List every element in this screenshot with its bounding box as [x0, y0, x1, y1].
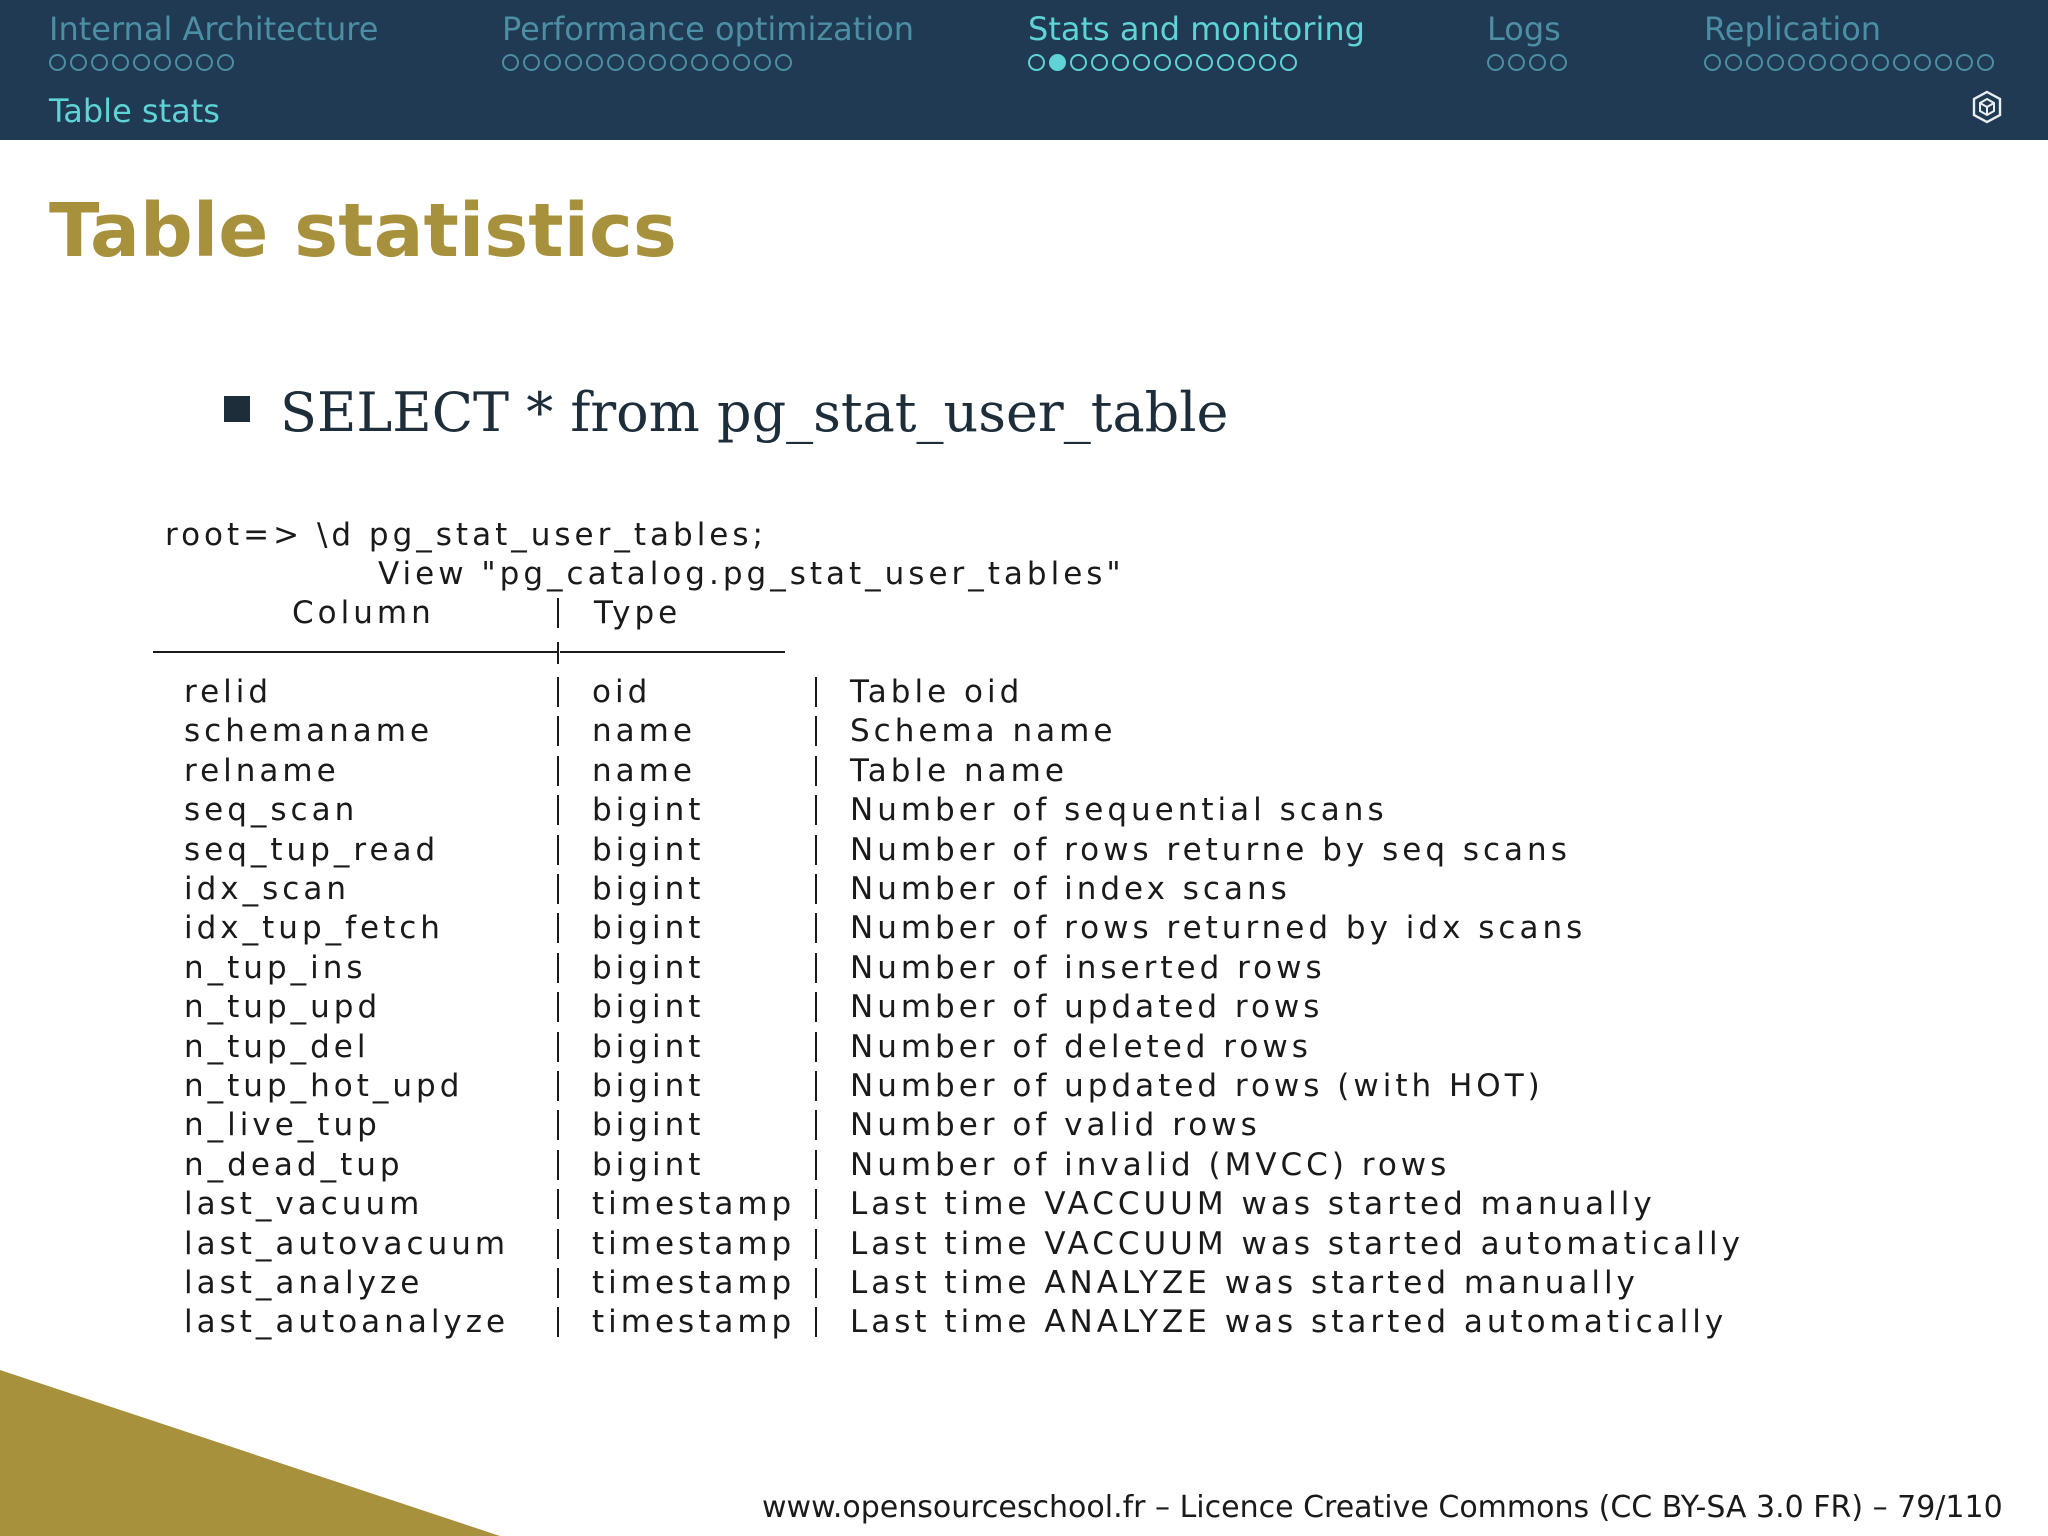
row-column-name: n_tup_del [184, 1029, 370, 1065]
bullet-text: SELECT * from pg_stat_user_table [280, 381, 1229, 444]
nav-section-title[interactable]: Replication [1704, 10, 1882, 48]
row-column-name: idx_scan [184, 871, 350, 907]
slide-dot[interactable] [1259, 54, 1276, 71]
row-column-name: idx_tup_fetch [184, 910, 444, 946]
row-type: bigint [592, 1068, 705, 1104]
header-rule [560, 651, 785, 653]
column-separator [815, 1307, 817, 1337]
slide-dot[interactable] [670, 54, 687, 71]
row-column-name: n_tup_ins [184, 950, 367, 986]
column-separator [815, 1032, 817, 1062]
column-separator [815, 756, 817, 786]
cube-logo-icon [1972, 90, 2002, 124]
column-separator [815, 1268, 817, 1298]
nav-section-title[interactable]: Performance optimization [502, 10, 915, 48]
nav-section-title[interactable]: Internal Architecture [49, 10, 379, 48]
header-type: Type [594, 595, 682, 631]
column-separator [557, 795, 559, 825]
row-description: Last time VACCUUM was started automatically [850, 1226, 1744, 1262]
column-separator [557, 874, 559, 904]
row-type: timestamp [592, 1304, 796, 1340]
row-description: Number of rows returned by idx scans [850, 910, 1587, 946]
row-column-name: schemaname [184, 713, 434, 749]
row-type: oid [592, 674, 652, 710]
slide-dot[interactable] [502, 54, 519, 71]
row-description: Number of index scans [850, 871, 1291, 907]
slide-dot[interactable] [1196, 54, 1213, 71]
column-separator [557, 1071, 559, 1101]
row-type: name [592, 713, 696, 749]
slide-dot[interactable] [775, 54, 792, 71]
slide-dot[interactable] [196, 54, 213, 71]
slide-dot[interactable] [49, 54, 66, 71]
slide-dot[interactable] [1175, 54, 1192, 71]
nav-section-title[interactable]: Stats and monitoring [1028, 10, 1365, 48]
row-column-name: n_tup_hot_upd [184, 1068, 464, 1104]
slide-dot[interactable] [70, 54, 87, 71]
slide-dot[interactable] [544, 54, 561, 71]
slide-dot[interactable] [217, 54, 234, 71]
column-separator [557, 835, 559, 865]
corner-decoration [0, 1370, 500, 1536]
slide-dot[interactable] [1529, 54, 1546, 71]
row-column-name: last_analyze [184, 1265, 424, 1301]
slide-dot[interactable] [1914, 54, 1931, 71]
slide-dot[interactable] [1028, 54, 1045, 71]
row-description: Number of updated rows (with HOT) [850, 1068, 1544, 1104]
row-description: Number of rows returne by seq scans [850, 832, 1571, 868]
column-separator [815, 1189, 817, 1219]
column-separator [815, 677, 817, 707]
column-separator [815, 992, 817, 1022]
slide-dot[interactable] [733, 54, 750, 71]
column-separator [815, 1110, 817, 1140]
slide-dot[interactable] [1550, 54, 1567, 71]
slide-dot[interactable] [133, 54, 150, 71]
row-column-name: last_autoanalyze [184, 1304, 510, 1340]
slide-dot[interactable] [91, 54, 108, 71]
slide-dot[interactable] [565, 54, 582, 71]
slide-dot[interactable] [1133, 54, 1150, 71]
slide-dot[interactable] [1788, 54, 1805, 71]
column-separator [557, 677, 559, 707]
footer: www.opensourceschool.fr – Licence Creative Commons (CC BY-SA 3.0 FR) – 79/110 [762, 1490, 2003, 1525]
row-type: bigint [592, 1147, 705, 1183]
frame-title: Table statistics [49, 188, 677, 274]
column-separator [557, 1268, 559, 1298]
header-column: Column [292, 595, 435, 631]
slide-dot[interactable] [1746, 54, 1763, 71]
row-description: Last time VACCUUM was started manually [850, 1186, 1656, 1222]
column-separator [557, 1032, 559, 1062]
row-description: Number of updated rows [850, 989, 1324, 1025]
row-description: Schema name [850, 713, 1117, 749]
row-type: name [592, 753, 696, 789]
slide-dot[interactable] [1977, 54, 1994, 71]
column-separator [815, 716, 817, 746]
slide-dots [1028, 54, 1365, 76]
column-separator [815, 953, 817, 983]
slide-dot[interactable] [1070, 54, 1087, 71]
row-type: timestamp [592, 1186, 796, 1222]
slide-dot[interactable] [754, 54, 771, 71]
row-column-name: relid [184, 674, 273, 710]
slide-dot[interactable] [1238, 54, 1255, 71]
column-separator [815, 1150, 817, 1180]
slide-dot[interactable] [1112, 54, 1129, 71]
column-separator [557, 716, 559, 746]
column-separator [557, 1110, 559, 1140]
slide-dot[interactable] [112, 54, 129, 71]
slide-dots [1487, 54, 1571, 76]
nav-section[interactable] [1487, 8, 1571, 76]
row-description: Table name [850, 753, 1068, 789]
slide-dot[interactable] [1725, 54, 1742, 71]
column-separator [557, 913, 559, 943]
column-separator [557, 992, 559, 1022]
slide-dot[interactable] [1830, 54, 1847, 71]
header-rule [153, 651, 558, 653]
row-type: timestamp [592, 1226, 796, 1262]
nav-section[interactable] [49, 8, 378, 76]
slide-dot[interactable] [1154, 54, 1171, 71]
column-separator [815, 1229, 817, 1259]
row-description: Last time ANALYZE was started automatically [850, 1304, 1728, 1340]
row-column-name: n_live_tup [184, 1107, 381, 1143]
row-type: bigint [592, 989, 705, 1025]
row-column-name: last_vacuum [184, 1186, 424, 1222]
row-type: bigint [592, 950, 705, 986]
psql-command: root=> \d pg_stat_user_tables; [165, 517, 767, 553]
nav-section[interactable] [502, 8, 914, 76]
nav-section[interactable] [1704, 8, 1998, 76]
column-separator [815, 874, 817, 904]
column-separator [815, 1071, 817, 1101]
row-column-name: relname [184, 753, 340, 789]
row-description: Number of sequential scans [850, 792, 1388, 828]
slide-dot[interactable] [1217, 54, 1234, 71]
slide-dots [1704, 54, 1998, 76]
slide-dot[interactable] [1508, 54, 1525, 71]
slide-dot[interactable] [1872, 54, 1889, 71]
column-separator [815, 913, 817, 943]
slide-dot[interactable] [691, 54, 708, 71]
navigation-bar [0, 0, 2048, 140]
row-type: bigint [592, 1107, 705, 1143]
row-type: bigint [592, 792, 705, 828]
slide-dot[interactable] [649, 54, 666, 71]
slide-dot[interactable] [154, 54, 171, 71]
bullet-square-icon [224, 396, 250, 422]
slide-dot[interactable] [1956, 54, 1973, 71]
column-separator [815, 795, 817, 825]
column-separator [557, 1229, 559, 1259]
row-type: bigint [592, 871, 705, 907]
nav-section[interactable] [1028, 8, 1365, 76]
view-name-line: View "pg_catalog.pg_stat_user_tables" [378, 556, 1125, 592]
row-column-name: last_autovacuum [184, 1226, 510, 1262]
slide-dot[interactable] [628, 54, 645, 71]
slide-dot[interactable] [1935, 54, 1952, 71]
row-description: Table oid [850, 674, 1024, 710]
slide-dot[interactable] [712, 54, 729, 71]
row-description: Last time ANALYZE was started manually [850, 1265, 1639, 1301]
row-description: Number of invalid (MVCC) rows [850, 1147, 1451, 1183]
row-type: bigint [592, 910, 705, 946]
row-type: bigint [592, 1029, 705, 1065]
slide-dots [502, 54, 914, 76]
column-separator [557, 756, 559, 786]
slide-dot[interactable] [586, 54, 603, 71]
row-description: Number of deleted rows [850, 1029, 1312, 1065]
row-description: Number of inserted rows [850, 950, 1326, 986]
current-subsection[interactable]: Table stats [49, 92, 220, 130]
slide-dot[interactable] [1767, 54, 1784, 71]
slide-dots [49, 54, 378, 76]
column-separator [815, 835, 817, 865]
row-column-name: seq_tup_read [184, 832, 440, 868]
slide-dot[interactable] [175, 54, 192, 71]
column-separator [557, 1189, 559, 1219]
column-separator [557, 1307, 559, 1337]
slide-dot[interactable] [1049, 54, 1066, 71]
column-separator [557, 1150, 559, 1180]
row-description: Number of valid rows [850, 1107, 1261, 1143]
slide-dot[interactable] [1893, 54, 1910, 71]
row-column-name: n_tup_upd [184, 989, 382, 1025]
row-column-name: n_dead_tup [184, 1147, 404, 1183]
row-type: timestamp [592, 1265, 796, 1301]
row-column-name: seq_scan [184, 792, 359, 828]
slide-dot[interactable] [1851, 54, 1868, 71]
column-separator [557, 953, 559, 983]
header-separator [557, 598, 559, 628]
slide-dot[interactable] [1487, 54, 1504, 71]
slide-dot[interactable] [1704, 54, 1721, 71]
slide-dot[interactable] [1280, 54, 1297, 71]
slide-dot[interactable] [523, 54, 540, 71]
slide-dot[interactable] [1809, 54, 1826, 71]
row-type: bigint [592, 832, 705, 868]
header-rule-cross [557, 642, 559, 664]
slide-dot[interactable] [607, 54, 624, 71]
nav-section-title[interactable]: Logs [1487, 10, 1561, 48]
bullet-item [224, 378, 1228, 448]
slide-dot[interactable] [1091, 54, 1108, 71]
